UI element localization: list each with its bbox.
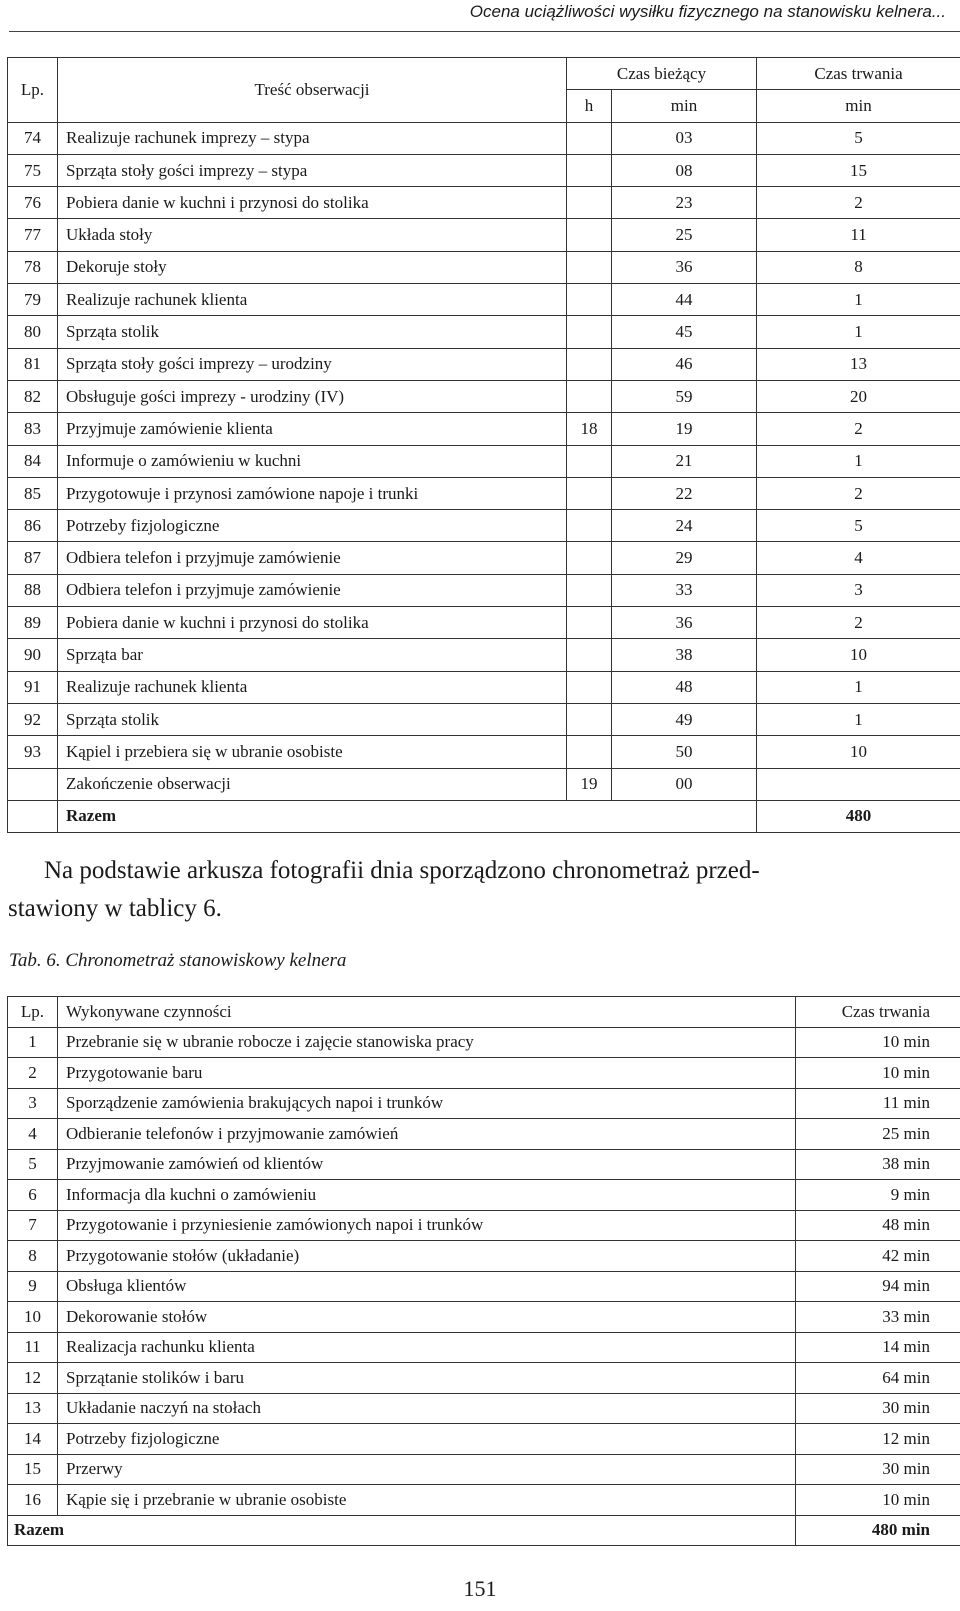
row-observation: Sprząta stolik <box>58 703 567 735</box>
table-row <box>8 1424 960 1455</box>
row-activity: Sprzątanie stolików i baru <box>58 1363 796 1394</box>
row-lp: 89 <box>8 607 58 639</box>
table-row <box>8 1149 960 1180</box>
row-activity: Potrzeby fizjologiczne <box>58 1424 796 1455</box>
row-minute: 24 <box>612 510 757 542</box>
row-duration: 2 <box>757 413 960 445</box>
table-row <box>8 703 960 735</box>
row-lp: 6 <box>8 1180 58 1211</box>
row-observation: Sprząta bar <box>58 639 567 671</box>
table-row <box>8 1119 960 1150</box>
row-lp: 92 <box>8 703 58 735</box>
row-observation: Przygotowuje i przynosi zamówione napoje i trunki <box>58 477 567 509</box>
row-duration: 12 min <box>796 1424 960 1455</box>
row-lp: 4 <box>8 1119 58 1150</box>
row-duration: 15 <box>757 154 960 186</box>
row-minute: 49 <box>612 703 757 735</box>
row-activity: Przerwy <box>58 1454 796 1485</box>
row-lp: 82 <box>8 380 58 412</box>
total-row-lp <box>8 800 58 832</box>
row-activity: Przebranie się w ubranie robocze i zajęcie stanowiska pracy <box>58 1027 796 1058</box>
total-row-value: 480 <box>757 800 960 832</box>
row-observation: Potrzeby fizjologiczne <box>58 510 567 542</box>
table-row <box>8 1485 960 1516</box>
row-duration: 64 min <box>796 1363 960 1394</box>
table-row <box>8 1027 960 1058</box>
row-minute: 36 <box>612 607 757 639</box>
page-number: 151 <box>463 1576 497 1601</box>
row-duration: 42 min <box>796 1241 960 1272</box>
row-activity: Odbieranie telefonów i przyjmowanie zamówień <box>58 1119 796 1150</box>
table-row <box>8 154 960 186</box>
header-minute: min <box>612 90 757 122</box>
table-row <box>8 1363 960 1394</box>
header-lp: Lp. <box>8 58 58 123</box>
row-duration: 8 <box>757 251 960 283</box>
row-duration: 1 <box>757 703 960 735</box>
row-activity: Kąpie się i przebranie w ubranie osobiste <box>58 1485 796 1516</box>
chrono-header-duration: Czas trwania <box>796 997 960 1028</box>
chrono-total-value: 480 min <box>796 1515 960 1546</box>
row-lp: 1 <box>8 1027 58 1058</box>
row-duration: 10 <box>757 639 960 671</box>
row-minute: 22 <box>612 477 757 509</box>
row-hour: 18 <box>567 413 612 445</box>
row-minute: 23 <box>612 187 757 219</box>
row-hour <box>567 703 612 735</box>
row-minute: 29 <box>612 542 757 574</box>
chrono-header-lp: Lp. <box>8 997 58 1028</box>
row-activity: Sporządzenie zamówienia brakujących napoi i trunków <box>58 1088 796 1119</box>
table-row <box>8 1332 960 1363</box>
row-duration: 9 min <box>796 1180 960 1211</box>
row-lp: 7 <box>8 1210 58 1241</box>
row-hour <box>567 607 612 639</box>
table-row <box>8 477 960 509</box>
row-observation: Kąpiel i przebiera się w ubranie osobiste <box>58 736 567 768</box>
row-duration: 48 min <box>796 1210 960 1241</box>
table-row <box>8 1302 960 1333</box>
row-minute: 21 <box>612 445 757 477</box>
row-lp: 13 <box>8 1393 58 1424</box>
row-minute: 03 <box>612 122 757 154</box>
row-lp: 12 <box>8 1363 58 1394</box>
row-hour <box>567 736 612 768</box>
row-hour <box>567 251 612 283</box>
row-minute: 19 <box>612 413 757 445</box>
row-duration: 1 <box>757 671 960 703</box>
paragraph-line-1: Na podstawie arkusza fotografii dnia sporządzono chronometraż przed- <box>44 857 760 884</box>
row-lp: 76 <box>8 187 58 219</box>
row-hour <box>567 284 612 316</box>
row-lp: 78 <box>8 251 58 283</box>
table-row <box>8 1210 960 1241</box>
row-duration: 11 min <box>796 1088 960 1119</box>
chronometry-table <box>7 996 960 1546</box>
header-duration-unit: min <box>757 90 960 122</box>
row-lp: 77 <box>8 219 58 251</box>
row-lp: 79 <box>8 284 58 316</box>
table-row <box>8 510 960 542</box>
row-lp: 10 <box>8 1302 58 1333</box>
table-row <box>8 1241 960 1272</box>
row-activity: Dekorowanie stołów <box>58 1302 796 1333</box>
row-hour <box>567 122 612 154</box>
table-row <box>8 187 960 219</box>
row-observation: Układa stoły <box>58 219 567 251</box>
row-observation: Obsługuje gości imprezy - urodziny (IV) <box>58 380 567 412</box>
row-duration: 25 min <box>796 1119 960 1150</box>
row-hour <box>567 639 612 671</box>
table-row <box>8 1058 960 1089</box>
total-row-label: Razem <box>58 800 757 832</box>
row-minute: 08 <box>612 154 757 186</box>
row-activity: Realizacja rachunku klienta <box>58 1332 796 1363</box>
row-duration: 94 min <box>796 1271 960 1302</box>
row-hour <box>567 348 612 380</box>
row-observation: Pobiera danie w kuchni i przynosi do stolika <box>58 187 567 219</box>
header-duration: Czas trwania <box>757 58 960 90</box>
row-duration: 5 <box>757 122 960 154</box>
row-lp: 3 <box>8 1088 58 1119</box>
observation-table-body <box>8 122 960 768</box>
row-duration: 10 min <box>796 1058 960 1089</box>
observation-table <box>7 57 960 833</box>
row-lp: 91 <box>8 671 58 703</box>
row-observation: Realizuje rachunek klienta <box>58 284 567 316</box>
row-observation: Realizuje rachunek imprezy – stypa <box>58 122 567 154</box>
row-duration: 10 min <box>796 1485 960 1516</box>
row-hour <box>567 154 612 186</box>
table-caption: Tab. 6. Chronometraż stanowiskowy kelnera <box>9 950 347 971</box>
row-duration: 2 <box>757 477 960 509</box>
table-row <box>8 1180 960 1211</box>
table-row <box>8 413 960 445</box>
row-observation: Sprząta stolik <box>58 316 567 348</box>
row-lp: 16 <box>8 1485 58 1516</box>
row-duration: 13 <box>757 348 960 380</box>
row-lp: 88 <box>8 574 58 606</box>
row-duration: 30 min <box>796 1454 960 1485</box>
row-duration: 11 <box>757 219 960 251</box>
row-duration: 2 <box>757 187 960 219</box>
row-observation: Odbiera telefon i przyjmuje zamówienie <box>58 574 567 606</box>
row-minute: 46 <box>612 348 757 380</box>
row-duration: 5 <box>757 510 960 542</box>
header-hour: h <box>567 90 612 122</box>
end-row-label: Zakończenie obserwacji <box>58 768 567 800</box>
end-row-lp <box>8 768 58 800</box>
row-duration: 4 <box>757 542 960 574</box>
row-lp: 11 <box>8 1332 58 1363</box>
row-lp: 90 <box>8 639 58 671</box>
row-duration: 30 min <box>796 1393 960 1424</box>
row-observation: Odbiera telefon i przyjmuje zamówienie <box>58 542 567 574</box>
row-lp: 80 <box>8 316 58 348</box>
row-hour <box>567 316 612 348</box>
row-activity: Przygotowanie baru <box>58 1058 796 1089</box>
row-hour <box>567 187 612 219</box>
end-row-hour: 19 <box>567 768 612 800</box>
row-hour <box>567 671 612 703</box>
row-observation: Dekoruje stoły <box>58 251 567 283</box>
table-row <box>8 219 960 251</box>
row-hour <box>567 380 612 412</box>
row-lp: 9 <box>8 1271 58 1302</box>
row-duration: 10 <box>757 736 960 768</box>
row-hour <box>567 542 612 574</box>
row-minute: 44 <box>612 284 757 316</box>
row-duration: 20 <box>757 380 960 412</box>
row-duration: 10 min <box>796 1027 960 1058</box>
row-observation: Przyjmuje zamówienie klienta <box>58 413 567 445</box>
row-lp: 86 <box>8 510 58 542</box>
table-row <box>8 574 960 606</box>
row-lp: 2 <box>8 1058 58 1089</box>
row-lp: 85 <box>8 477 58 509</box>
row-lp: 14 <box>8 1424 58 1455</box>
row-minute: 45 <box>612 316 757 348</box>
chrono-total-label: Razem <box>8 1515 796 1546</box>
row-hour <box>567 510 612 542</box>
row-minute: 36 <box>612 251 757 283</box>
row-activity: Informacja dla kuchni o zamówieniu <box>58 1180 796 1211</box>
row-hour <box>567 574 612 606</box>
row-hour <box>567 477 612 509</box>
row-lp: 83 <box>8 413 58 445</box>
row-activity: Obsługa klientów <box>58 1271 796 1302</box>
table-row <box>8 671 960 703</box>
row-hour <box>567 219 612 251</box>
row-activity: Przygotowanie i przyniesienie zamówionych napoi i trunków <box>58 1210 796 1241</box>
row-lp: 93 <box>8 736 58 768</box>
row-observation: Realizuje rachunek klienta <box>58 671 567 703</box>
end-row-duration <box>757 768 960 800</box>
header-content: Treść obserwacji <box>58 58 567 123</box>
chronometry-table-body <box>8 1027 960 1515</box>
running-title: Ocena uciążliwości wysiłku fizycznego na stanowisku kelnera... <box>469 2 946 21</box>
table-row <box>8 1271 960 1302</box>
row-duration: 33 min <box>796 1302 960 1333</box>
row-lp: 74 <box>8 122 58 154</box>
table-row <box>8 736 960 768</box>
header-current-time: Czas bieżący <box>567 58 757 90</box>
row-lp: 5 <box>8 1149 58 1180</box>
row-duration: 1 <box>757 445 960 477</box>
table-row <box>8 445 960 477</box>
row-observation: Sprząta stoły gości imprezy – urodziny <box>58 348 567 380</box>
row-lp: 8 <box>8 1241 58 1272</box>
row-lp: 87 <box>8 542 58 574</box>
table-row <box>8 639 960 671</box>
table-row <box>8 607 960 639</box>
row-observation: Informuje o zamówieniu w kuchni <box>58 445 567 477</box>
row-observation: Pobiera danie w kuchni i przynosi do stolika <box>58 607 567 639</box>
row-lp: 75 <box>8 154 58 186</box>
row-duration: 1 <box>757 316 960 348</box>
table-row <box>8 380 960 412</box>
row-duration: 3 <box>757 574 960 606</box>
row-duration: 14 min <box>796 1332 960 1363</box>
row-observation: Sprząta stoły gości imprezy – stypa <box>58 154 567 186</box>
table-row <box>8 251 960 283</box>
row-minute: 33 <box>612 574 757 606</box>
table-row <box>8 284 960 316</box>
body-paragraph <box>8 852 952 928</box>
paragraph-line-2: stawiony w tablicy 6. <box>8 895 222 922</box>
row-minute: 38 <box>612 639 757 671</box>
end-row-minute: 00 <box>612 768 757 800</box>
table-row <box>8 1088 960 1119</box>
row-minute: 59 <box>612 380 757 412</box>
table-row <box>8 1393 960 1424</box>
row-duration: 2 <box>757 607 960 639</box>
row-activity: Przyjmowanie zamówień od klientów <box>58 1149 796 1180</box>
table-row <box>8 1454 960 1485</box>
row-activity: Układanie naczyń na stołach <box>58 1393 796 1424</box>
table-row <box>8 316 960 348</box>
header-rule <box>9 31 960 32</box>
row-duration: 1 <box>757 284 960 316</box>
row-minute: 50 <box>612 736 757 768</box>
table-row <box>8 122 960 154</box>
row-lp: 81 <box>8 348 58 380</box>
row-lp: 15 <box>8 1454 58 1485</box>
row-activity: Przygotowanie stołów (układanie) <box>58 1241 796 1272</box>
table-row <box>8 348 960 380</box>
table-row <box>8 542 960 574</box>
row-duration: 38 min <box>796 1149 960 1180</box>
row-hour <box>567 445 612 477</box>
chrono-header-activity: Wykonywane czynności <box>58 997 796 1028</box>
row-minute: 48 <box>612 671 757 703</box>
row-lp: 84 <box>8 445 58 477</box>
row-minute: 25 <box>612 219 757 251</box>
